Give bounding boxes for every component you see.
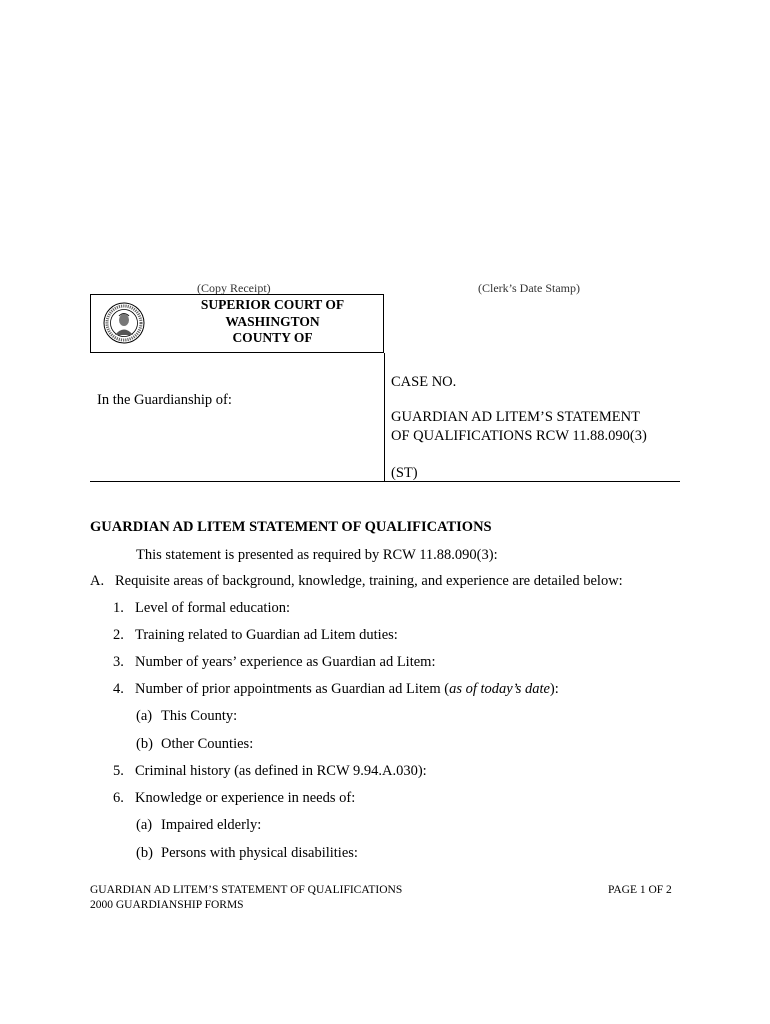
footer-left [90, 883, 402, 913]
item-text: Criminal history (as defined in RCW 9.94.A.030): [135, 763, 427, 779]
item-text: Level of formal education: [135, 600, 291, 616]
document-title-line-2: OF QUALIFICATIONS RCW 11.88.090(3) [391, 428, 647, 444]
sub-item-text: This County: [161, 708, 238, 724]
list-item [113, 600, 290, 617]
document-code: (ST) [391, 465, 418, 481]
sub-item-letter: (a) [136, 817, 153, 833]
washington-state-seal-icon [103, 302, 145, 344]
list-item [113, 654, 435, 671]
item-number: 1. [113, 600, 124, 616]
sub-item-text: Other Counties: [161, 736, 254, 752]
item-text-end: ): [549, 681, 559, 697]
court-line-1: SUPERIOR COURT OF [200, 297, 345, 312]
item-number: 2. [113, 627, 124, 643]
item-number: 4. [113, 681, 124, 697]
sub-list-item [136, 817, 261, 834]
item-text: Number of years’ experience as Guardian ad Litem: [135, 654, 436, 670]
document-title-line-1: GUARDIAN AD LITEM’S STATEMENT [391, 409, 640, 425]
sub-item-letter: (a) [136, 708, 153, 724]
court-caption-box [90, 294, 384, 353]
section-a-letter: A. [90, 573, 105, 589]
sub-list-item [136, 708, 237, 725]
caption-divider-horizontal [90, 481, 680, 482]
item-text: Training related to Guardian ad Litem duties: [135, 627, 398, 643]
item-number: 6. [113, 790, 124, 806]
sub-item-letter: (b) [136, 845, 153, 861]
item-text-start: Number of prior appointments as Guardian ad Litem ( [135, 681, 450, 697]
sub-item-text: Persons with physical disabilities: [161, 845, 358, 861]
court-name [191, 297, 354, 347]
sub-item-text: Impaired elderly: [161, 817, 262, 833]
copy-receipt-label: (Copy Receipt) [197, 281, 271, 295]
list-item [113, 627, 398, 644]
sub-list-item [136, 845, 358, 862]
section-a-text: Requisite areas of background, knowledge, training, and experience are detailed below: [115, 573, 623, 589]
item-text-italic: as of today’s date [449, 681, 550, 697]
party-label: In the Guardianship of: [97, 392, 232, 408]
list-item [113, 681, 559, 698]
sub-list-item [136, 736, 253, 753]
list-item [113, 790, 355, 807]
case-number-label: CASE NO. [391, 374, 457, 390]
clerk-date-stamp-label: (Clerk’s Date Stamp) [478, 281, 580, 295]
list-item [113, 763, 427, 780]
page-number: PAGE 1 OF 2 [608, 884, 672, 896]
footer-forms-label: 2000 GUARDIANSHIP FORMS [90, 899, 244, 911]
caption-divider-vertical [384, 353, 385, 482]
item-text: Knowledge or experience in needs of: [135, 790, 356, 806]
item-number: 3. [113, 654, 124, 670]
section-a [90, 573, 623, 590]
court-line-3: COUNTY OF [232, 330, 313, 345]
sub-item-letter: (b) [136, 736, 153, 752]
statement-heading: GUARDIAN AD LITEM STATEMENT OF QUALIFICATIONS [90, 519, 492, 535]
footer-document-title: GUARDIAN AD LITEM’S STATEMENT OF QUALIFICATIONS [90, 884, 403, 896]
intro-text: This statement is presented as required by RCW 11.88.090(3): [136, 547, 498, 563]
item-number: 5. [113, 763, 124, 779]
court-line-2: WASHINGTON [225, 313, 320, 329]
